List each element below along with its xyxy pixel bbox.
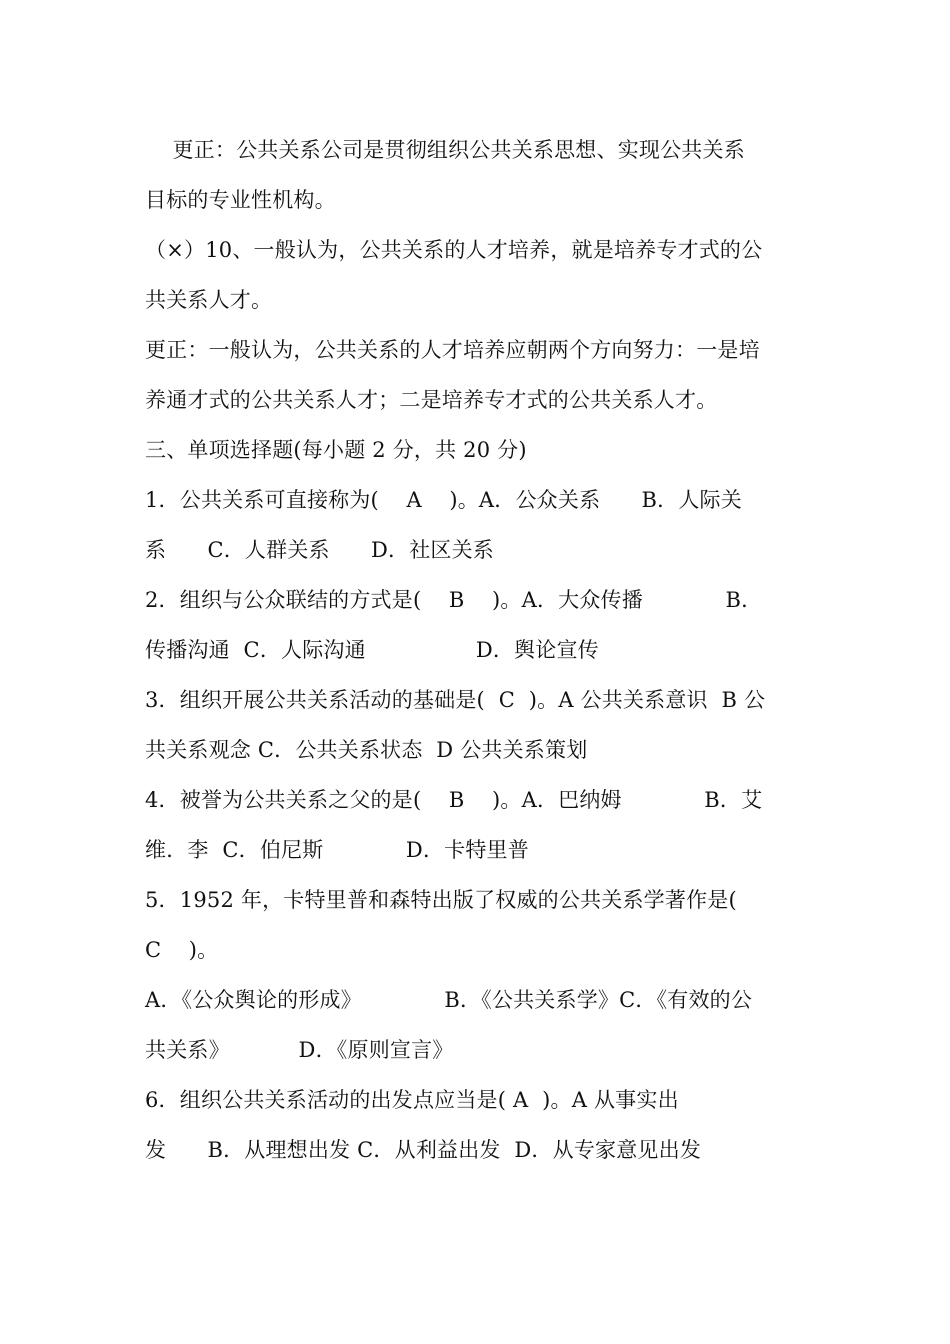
mc-question-2-line-2: 传播沟通 C．人际沟通 D．舆论宣传 [145,638,599,662]
mc-question-5-line-1: 5．1952 年，卡特里普和森特出版了权威的公共关系学著作是( [145,888,737,912]
question-10-correction-line-2: 养通才式的公共关系人才；二是培养专才式的公共关系人才。 [145,388,718,412]
question-10-correction-line-1: 更正：一般认为，公共关系的人才培养应朝两个方向努力：一是培 [145,338,760,362]
mc-question-6-line-2: 发 B．从理想出发 C．从利益出发 D．从专家意见出发 [145,1138,702,1162]
mc-question-1-line-1: 1．公共关系可直接称为( A )。A．公众关系 B．人际关 [145,488,742,512]
mc-question-5-options-line-1: A．《公众舆论的形成》 B．《公共关系学》C．《有效的公 [145,988,753,1012]
mc-question-1-line-2: 系 C．人群关系 D．社区关系 [145,538,495,562]
mc-question-6-line-1: 6．组织公共关系活动的出发点应当是( A )。A 从事实出 [145,1088,679,1112]
correction-paragraph-line-1: 更正：公共关系公司是贯彻组织公共关系思想、实现公共关系 [145,138,745,162]
question-10-line-1: （×）10、一般认为，公共关系的人才培养，就是培养专才式的公 [145,238,763,262]
mc-question-5-options-line-2: 共关系》 D．《原则宣言》 [145,1038,454,1062]
mc-question-3-line-1: 3．组织开展公共关系活动的基础是( C )。A 公共关系意识 B 公 [145,688,766,712]
question-10-line-2: 共关系人才。 [145,288,273,312]
mc-question-4-line-2: 维．李 C．伯尼斯 D．卡特里普 [145,838,529,862]
mc-question-5-line-2: C )。 [145,938,219,962]
mc-question-4-line-1: 4．被誉为公共关系之父的是( B )。A．巴纳姆 B．艾 [145,788,763,812]
section-heading: 三、单项选择题(每小题 2 分，共 20 分) [145,438,527,462]
correction-paragraph-line-2: 目标的专业性机构。 [145,188,336,212]
mc-question-3-line-2: 共关系观念 C．公共关系状态 D 公共关系策划 [145,738,588,762]
mc-question-2-line-1: 2．组织与公众联结的方式是( B )。A．大众传播 B． [145,588,763,612]
